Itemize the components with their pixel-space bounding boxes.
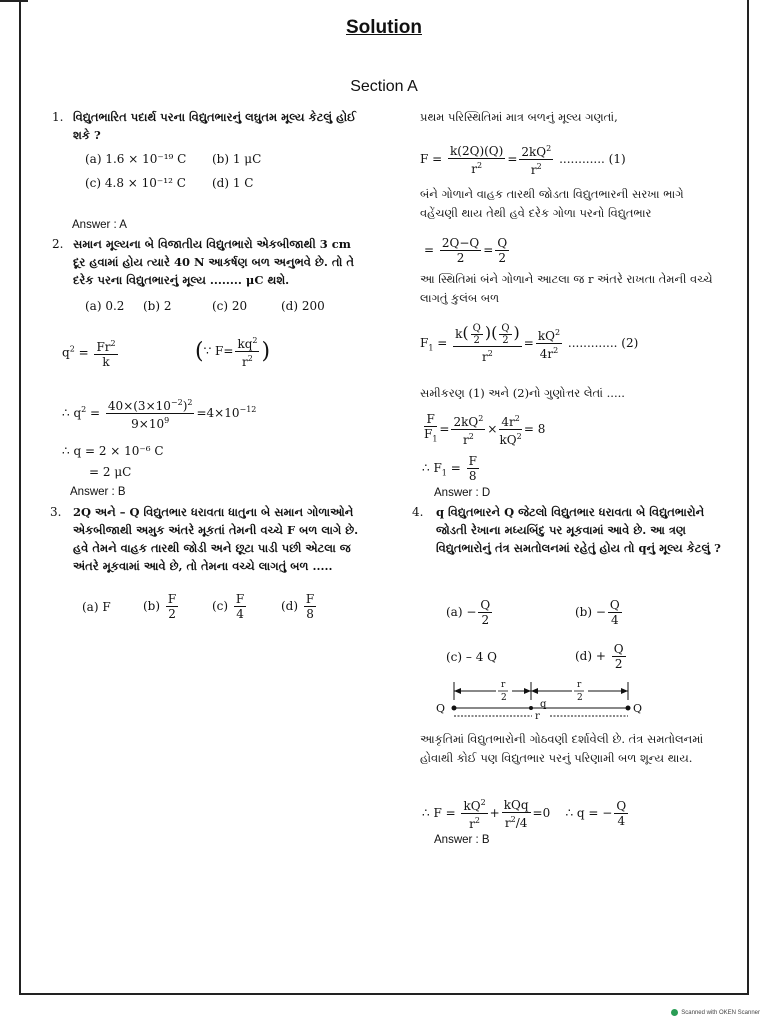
svg-text:r: r — [501, 680, 506, 690]
sol3-paragraph-4: સમીકરણ (1) અને (2)નો ગુણોત્તર લેતાં ..... — [420, 386, 625, 400]
svg-text:2: 2 — [577, 693, 583, 703]
q2-equation-4: = 2 μC — [89, 465, 132, 479]
q4-text: q વિદ્યુતભારને Q જેટલો વિદ્યુતભાર ધરાવતા બે વિદ્યુતભારોને જોડતી રેખાના મધ્યબિંદુ પર મૂકવામાં આવે છે. આ ત્રણ વિદ્યુતભારોનું તંત્ર સમતોલનમાં રહેતું હોય તો qનું મૂલ્ય કેટલું ? — [436, 505, 721, 555]
scanner-watermark — [671, 1009, 760, 1016]
charges-diagram — [428, 678, 648, 726]
q3-option-b-label: (b) — [143, 599, 161, 613]
q3-option-a: (a) F — [82, 600, 111, 614]
svg-text:2: 2 — [501, 693, 507, 703]
q1-option-b: (b) 1 μC — [212, 152, 262, 166]
q2-equation-2: ∴ $q^2$ = $\frac{40\times(3\times 10^{-2})^2}{9\times 10^9}$ $=4\times 10^{-12}$ — [62, 398, 257, 431]
sol3-ratio-equation: $\frac{F}{F_1}$ = $\frac{2kQ^2}{r^2}$ × $\frac{4r^2}{kQ^2}$ = 8 — [424, 412, 546, 447]
page-title: Solution — [346, 17, 422, 38]
q4-option-c: (c) – 4 Q — [446, 650, 497, 664]
q4-answer: Answer : B — [434, 834, 490, 846]
q4-explanation: આકૃતિમાં વિદ્યુતભારોની ગોઠવણી દર્શાવેલી છે. તંત્ર સમતોલનમાં હોવાથી કોઈ પણ વિદ્યુતભાર પરનું પરિણામી બળ શૂન્ય થાય. — [420, 732, 704, 765]
q1-answer: Answer : A — [72, 219, 127, 231]
scanner-logo-icon — [671, 1009, 678, 1016]
sol3-charge-equation: = $\frac{2Q-Q}{2}$ = $\frac{Q}{2}$ — [424, 236, 508, 265]
page-border — [19, 0, 749, 995]
sol3-equation-1: F = $\frac{k(2Q)(Q)}{r^2}$ = $\frac{2kQ^2}{r^2}$ ............ (1) — [420, 143, 626, 177]
q3-option-c-label: (c) — [212, 599, 229, 613]
q3-option-c: (c) $\frac{F}{4}$ — [212, 592, 245, 621]
q1-option-a: (a) 1.6 × 10⁻¹⁹ C — [85, 152, 187, 166]
q3-option-b: (b) $\frac{F}{2}$ — [143, 592, 177, 621]
q2-text: સમાન મૂલ્યના બે વિજાતીય વિદ્યુતભારો એકબીજાથી 3 cm દૂર હવામાં હોય ત્યારે 40 N આકર્ષણ બળ અનુભવે છે. તો તે દરેક પરના વિદ્યુતભારનું મૂલ્ય ........ μC થશે. — [73, 237, 354, 287]
q4-option-d: (d) + $\frac{Q}{2}$ — [575, 642, 624, 671]
q3-option-d: (d) $\frac{F}{8}$ — [281, 592, 315, 621]
q2-option-c: (c) 20 — [212, 299, 248, 313]
svg-text:r: r — [535, 711, 540, 722]
sol3-paragraph-3: આ સ્થિતિમાં બંને ગોળાને આટલા જ r અંતરે રાખતા તેમની વચ્ચે લાગતું કુલંબ બળ — [420, 272, 713, 305]
scanner-text: Scanned with OKEN Scanner — [681, 1010, 760, 1017]
q3-number: 3. — [50, 505, 62, 519]
sol3-eq2-label: ............. (2) — [567, 336, 639, 350]
q4-option-b-label: (b) — [575, 605, 593, 619]
q2-equation-3: ∴ q = 2 × 10⁻⁶ C — [62, 444, 164, 458]
svg-text:Q: Q — [436, 702, 446, 715]
q4-option-d-label: (d) + — [575, 649, 606, 663]
q2-answer: Answer : B — [70, 486, 126, 498]
q4-option-b: (b) − $\frac{Q}{4}$ — [575, 598, 620, 627]
svg-text:q: q — [540, 699, 547, 710]
sol3-eq1-label: ............ (1) — [559, 152, 626, 166]
q3-option-d-label: (d) — [281, 599, 299, 613]
q3-answer: Answer : D — [434, 487, 491, 499]
q2-equation-1: $q^2$ = $\frac{Fr^2}{k}$ — [62, 339, 116, 369]
sol3-equation-2: $F_1$ = k( $\frac{Q}{2}$ )( $\frac{Q}{2}$ ) $r^2$ = $\frac{kQ^2}{4r^2}$ ............. (2) — [420, 323, 639, 364]
sol3-intro: પ્રથમ પરિસ્થિતિમાં માત્ર બળનું મૂલ્ય ગણતાં, — [420, 110, 618, 124]
q2-equation-hint: (∵ F= $\frac{kq^2}{r^2}$ ) — [195, 336, 271, 369]
q1-option-c: (c) 4.8 × 10⁻¹² C — [85, 176, 186, 190]
q4-number: 4. — [412, 505, 424, 519]
q1-text: વિદ્યુતભારિત પદાર્થ પરના વિદ્યુતભારનું લઘુતમ મૂલ્ય કેટલું હોઈ શકે ? — [73, 110, 357, 142]
q4-option-a-label: (a) — [446, 605, 463, 619]
section-heading: Section A — [350, 78, 418, 95]
svg-text:r: r — [577, 680, 582, 690]
q2-number: 2. — [52, 237, 64, 251]
q2-option-a: (a) 0.2 — [85, 299, 125, 313]
top-rule — [0, 0, 28, 2]
q4-solution-equation: ∴ F = $\frac{kQ^2}{r^2}$ + $\frac{\text{kQq}}{r^2/4}$ =0 ∴ q = − $\frac{Q}{4}$ — [422, 797, 627, 831]
q3-text: 2Q અને – Q વિદ્યુતભાર ધરાવતા ધાતુના બે સમાન ગોળાઓને એકબીજાથી અમુક અંતરે મૂકતાં તેમની વચ્ચે F બળ લાગે છે. હવે તેમને વાહક તારથી જોડી અને છૂટા પાડી પછી એટલા જ અંતરે મૂકવામાં આવે છે, તો તેમના વચ્ચે લાગતું બળ ..... — [73, 505, 359, 573]
q2-option-b: (b) 2 — [143, 299, 172, 313]
q2-option-d: (d) 200 — [281, 299, 325, 313]
svg-text:Q: Q — [633, 702, 643, 715]
sol3-paragraph-2: બંને ગોળાને વાહક તારથી જોડતા વિદ્યુતભારની સરખા ભાગે વહેંચણી થાય તેથી હવે દરેક ગોળા પરનો વિદ્યુતભાર — [420, 187, 684, 220]
q1-option-d: (d) 1 C — [212, 176, 254, 190]
sol3-result-equation: ∴ $F_1$ = $\frac{F}{8}$ — [422, 454, 477, 483]
q4-option-a: (a) − $\frac{Q}{2}$ — [446, 598, 491, 627]
q1-number: 1. — [52, 110, 64, 124]
